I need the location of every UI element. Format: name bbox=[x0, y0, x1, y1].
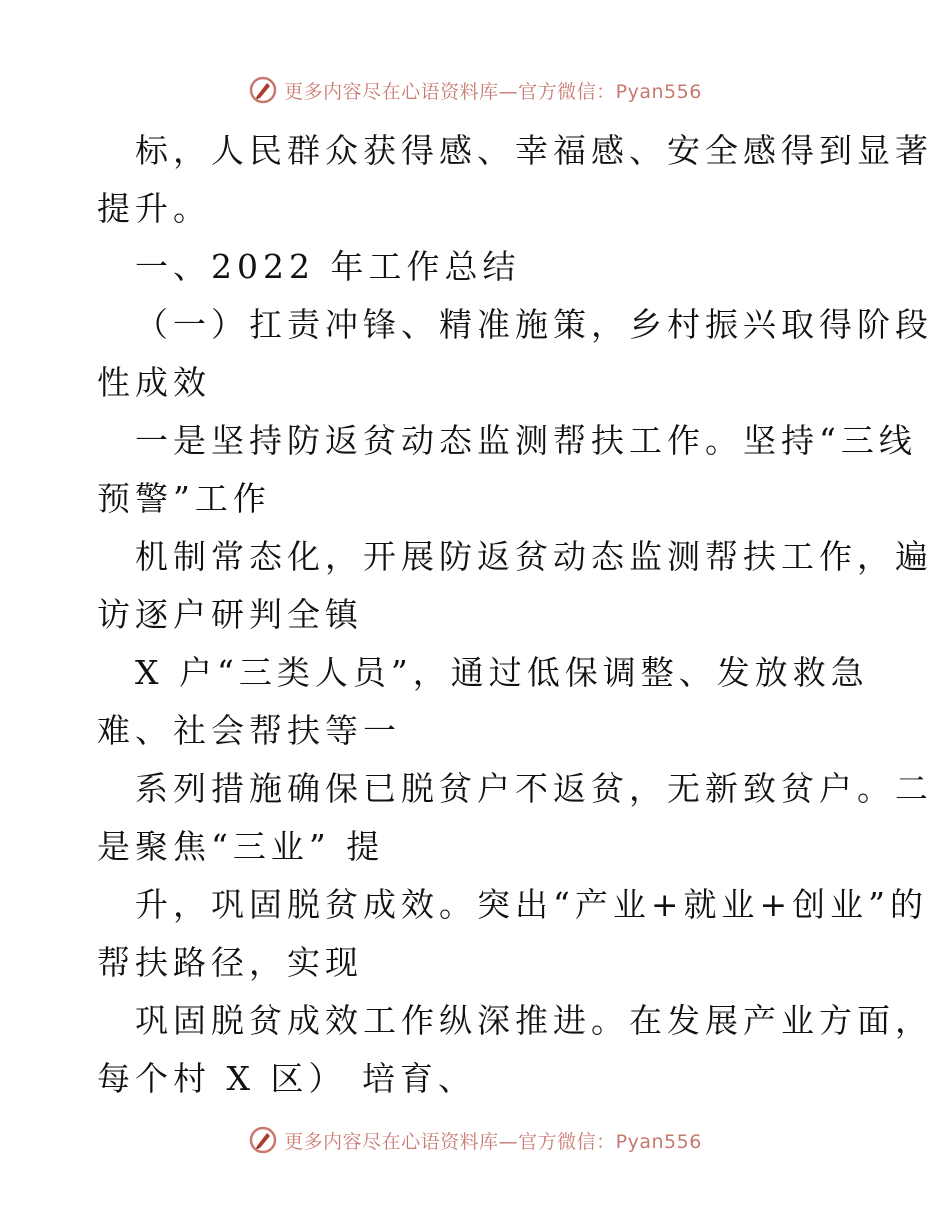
text-line: 系列措施确保已脱贫户不返贫，无新致贫户。二 bbox=[135, 769, 933, 808]
watermark-header bbox=[0, 72, 950, 108]
text-line: 每个村 X 区） 培育、 bbox=[97, 1059, 476, 1098]
subsection-heading-cont: 性成效 bbox=[97, 363, 211, 402]
text-line: 提升。 bbox=[97, 189, 211, 228]
text-line: 访逐户研判全镇 bbox=[97, 595, 363, 634]
text-line: 标，人民群众获得感、幸福感、安全感得到显著 bbox=[135, 131, 933, 170]
text-line: 巩固脱贫成效工作纵深推进。在发展产业方面， bbox=[135, 1001, 933, 1040]
text-line: X 户“三类人员”，通过低保调整、发放救急 bbox=[135, 653, 869, 692]
text-line: 机制常态化，开展防返贫动态监测帮扶工作，遍 bbox=[135, 537, 933, 576]
document-body bbox=[97, 122, 933, 1108]
text-line: 帮扶路径，实现 bbox=[97, 943, 363, 982]
text-line: 升，巩固脱贫成效。突出“产业+就业+创业”的 bbox=[135, 885, 929, 924]
text-line: 难、社会帮扶等一 bbox=[97, 711, 401, 750]
section-heading: 一、2022 年工作总结 bbox=[135, 247, 521, 286]
pen-logo-icon bbox=[248, 75, 278, 105]
watermark-footer bbox=[0, 1122, 950, 1158]
watermark-text: 更多内容尽在心语资料库—官方微信：Pyan556 bbox=[284, 1130, 702, 1153]
watermark-text: 更多内容尽在心语资料库—官方微信：Pyan556 bbox=[284, 80, 702, 103]
text-line: 预警”工作 bbox=[97, 479, 271, 518]
subsection-heading: （一）扛责冲锋、精准施策，乡村振兴取得阶段 bbox=[135, 305, 933, 344]
text-line: 一是坚持防返贫动态监测帮扶工作。坚持“三线 bbox=[135, 421, 917, 460]
text-line: 是聚焦“三业” 提 bbox=[97, 827, 385, 866]
pen-logo-icon bbox=[248, 1125, 278, 1155]
